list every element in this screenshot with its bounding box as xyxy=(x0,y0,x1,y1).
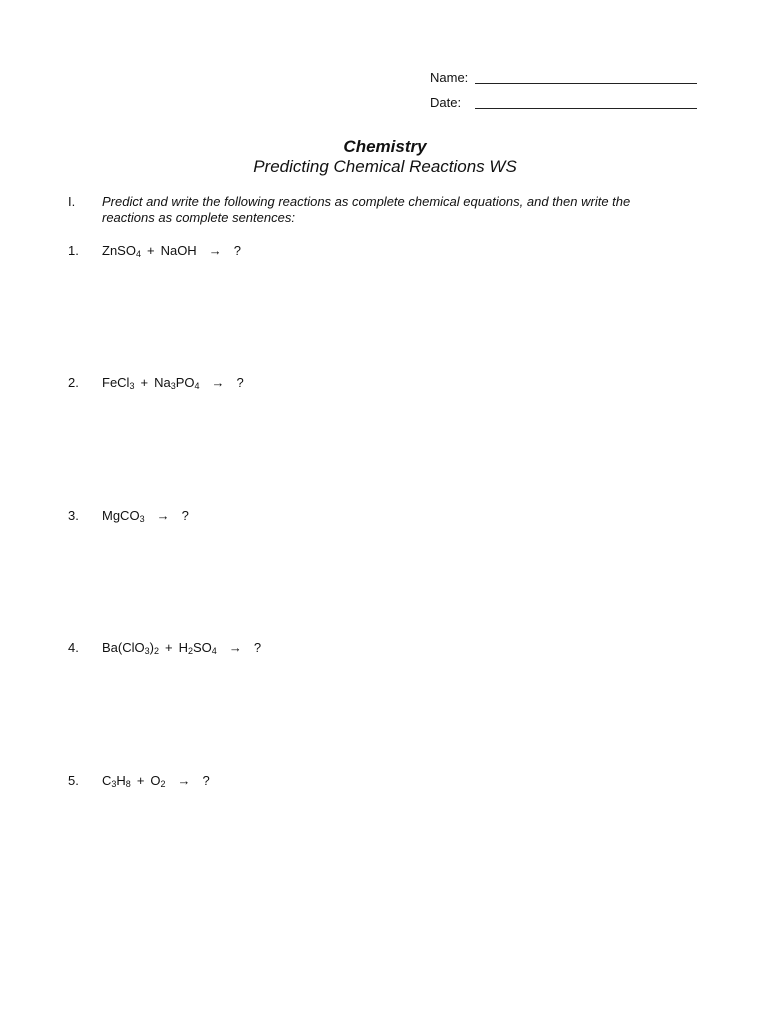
formula: NaOH xyxy=(160,243,197,258)
subscript: 3 xyxy=(144,646,150,656)
plus-sign: + xyxy=(136,773,145,788)
chemical-equation xyxy=(102,508,189,524)
question-number: 1. xyxy=(68,243,79,258)
subscript: 3 xyxy=(111,779,117,789)
section-instructions: Predict and write the following reactions as complete chemical equations, and then write the reactions as complete sentences: xyxy=(102,194,631,225)
unknown-product: ? xyxy=(181,508,189,523)
page-title: Chemistry xyxy=(343,137,427,156)
unknown-product: ? xyxy=(233,243,241,258)
formula: Na xyxy=(154,375,171,390)
question-number: 5. xyxy=(68,773,79,788)
section-number: I. xyxy=(68,194,76,209)
chemical-equation xyxy=(102,375,244,391)
subscript: 4 xyxy=(135,249,141,259)
arrow-icon: → xyxy=(228,640,242,655)
question-number: 2. xyxy=(68,375,79,390)
page-subtitle: Predicting Chemical Reactions WS xyxy=(253,157,517,176)
formula: MgCO xyxy=(102,508,140,523)
arrow-icon: → xyxy=(177,773,191,788)
arrow-icon: → xyxy=(211,375,225,390)
date-input-line[interactable] xyxy=(475,108,697,109)
formula: ) xyxy=(149,640,154,655)
name-input-line[interactable] xyxy=(475,83,697,84)
chemical-equation xyxy=(102,773,210,789)
formula: PO xyxy=(175,375,195,390)
unknown-product: ? xyxy=(253,640,262,655)
chemical-equation xyxy=(102,640,261,656)
formula: SO xyxy=(193,640,212,655)
plus-sign: + xyxy=(146,243,155,258)
question-number: 4. xyxy=(68,640,79,655)
formula: ZnSO xyxy=(102,243,136,258)
subscript: 4 xyxy=(211,646,217,656)
date-field[interactable] xyxy=(430,95,700,115)
name-label: Name: xyxy=(430,70,469,85)
question-number: 3. xyxy=(68,508,79,523)
subscript: 2 xyxy=(153,646,159,656)
subscript: 2 xyxy=(187,646,193,656)
name-field[interactable] xyxy=(430,70,700,90)
subscript: 3 xyxy=(139,514,145,524)
subscript: 2 xyxy=(160,779,166,789)
formula: Ba(ClO xyxy=(102,640,145,655)
formula: C xyxy=(102,773,112,788)
formula: H xyxy=(116,773,126,788)
unknown-product: ? xyxy=(202,773,210,788)
subscript: 8 xyxy=(125,779,131,789)
arrow-icon: → xyxy=(208,243,222,258)
formula: FeCl xyxy=(102,375,130,390)
formula: O xyxy=(150,773,161,788)
subscript: 3 xyxy=(129,381,135,391)
plus-sign: + xyxy=(140,375,149,390)
arrow-icon: → xyxy=(156,508,170,523)
chemical-equation xyxy=(102,243,241,259)
subscript: 4 xyxy=(194,381,200,391)
subscript: 3 xyxy=(170,381,176,391)
formula: H xyxy=(178,640,188,655)
unknown-product: ? xyxy=(236,375,244,390)
date-label: Date: xyxy=(430,95,462,110)
plus-sign: + xyxy=(165,640,173,655)
